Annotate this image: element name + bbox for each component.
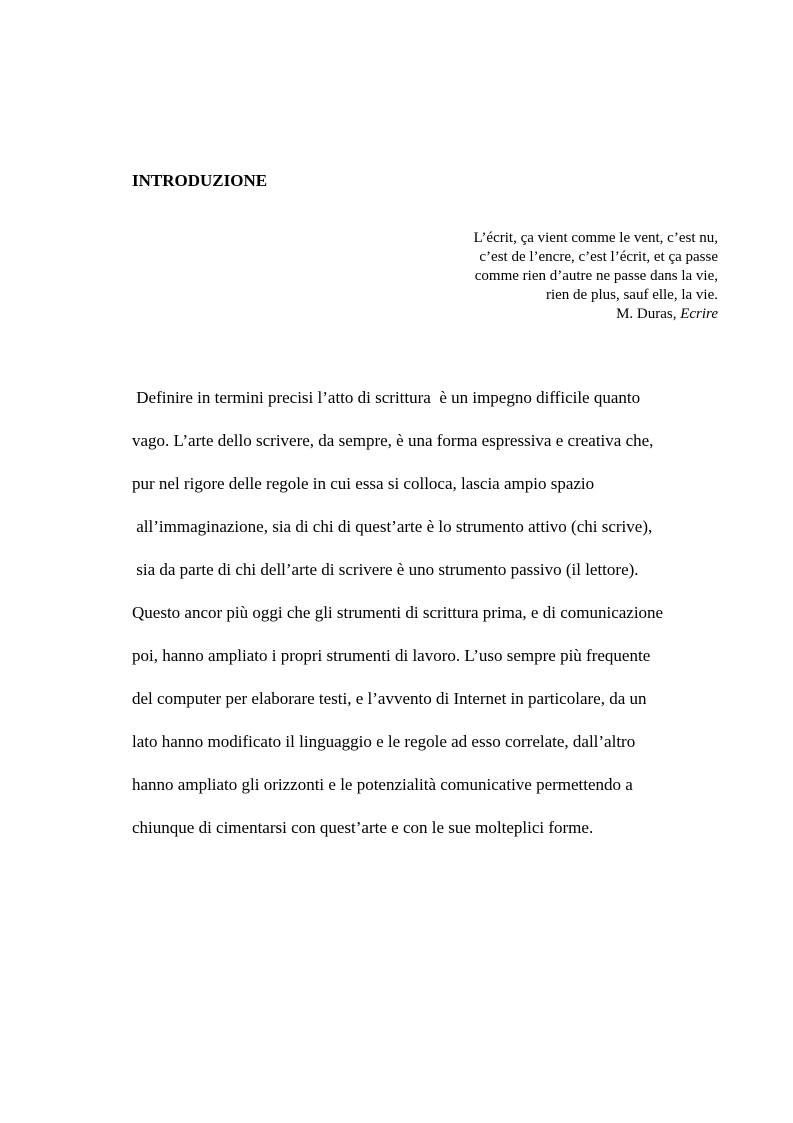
paragraph-line: lato hanno modificato il linguaggio e le regole ad esso correlate, dall’altro bbox=[132, 732, 636, 751]
attribution-title: Ecrire bbox=[680, 306, 718, 322]
epigraph-line: L’écrit, ça vient comme le vent, c’est nu, bbox=[473, 230, 718, 246]
paragraph-line: vago. L’arte dello scrivere, da sempre, è una forma espressiva e creativa che, bbox=[132, 431, 654, 450]
paragraph-line: del computer per elaborare testi, e l’avvento di Internet in particolare, da un bbox=[132, 689, 647, 708]
paragraph-line: sia da parte di chi dell’arte di scrivere è uno strumento passivo (il lettore). bbox=[132, 560, 639, 579]
section-heading: INTRODUZIONE bbox=[132, 171, 268, 190]
epigraph-attribution bbox=[388, 305, 718, 324]
epigraph bbox=[388, 229, 718, 324]
paragraph-line: pur nel rigore delle regole in cui essa si colloca, lascia ampio spazio bbox=[132, 474, 595, 493]
paragraph-line: chiunque di cimentarsi con quest’arte e con le sue molteplici forme. bbox=[132, 818, 594, 837]
paragraph-line: poi, hanno ampliato i propri strumenti di lavoro. L’uso sempre più frequente bbox=[132, 646, 651, 665]
body-paragraph bbox=[132, 376, 732, 849]
paragraph-line: all’immaginazione, sia di chi di quest’arte è lo strumento attivo (chi scrive), bbox=[132, 517, 653, 536]
epigraph-line: comme rien d’autre ne passe dans la vie, bbox=[474, 268, 718, 284]
epigraph-line: c’est de l’encre, c’est l’écrit, et ça passe bbox=[479, 249, 718, 265]
epigraph-line: rien de plus, sauf elle, la vie. bbox=[545, 287, 718, 303]
paragraph-line: Questo ancor più oggi che gli strumenti di scrittura prima, e di comunicazione bbox=[132, 603, 664, 622]
paragraph-line: Definire in termini precisi l’atto di scrittura è un impegno difficile quanto bbox=[132, 388, 641, 407]
paragraph-line: hanno ampliato gli orizzonti e le potenzialità comunicative permettendo a bbox=[132, 775, 633, 794]
attribution-author: M. Duras, bbox=[616, 306, 681, 322]
